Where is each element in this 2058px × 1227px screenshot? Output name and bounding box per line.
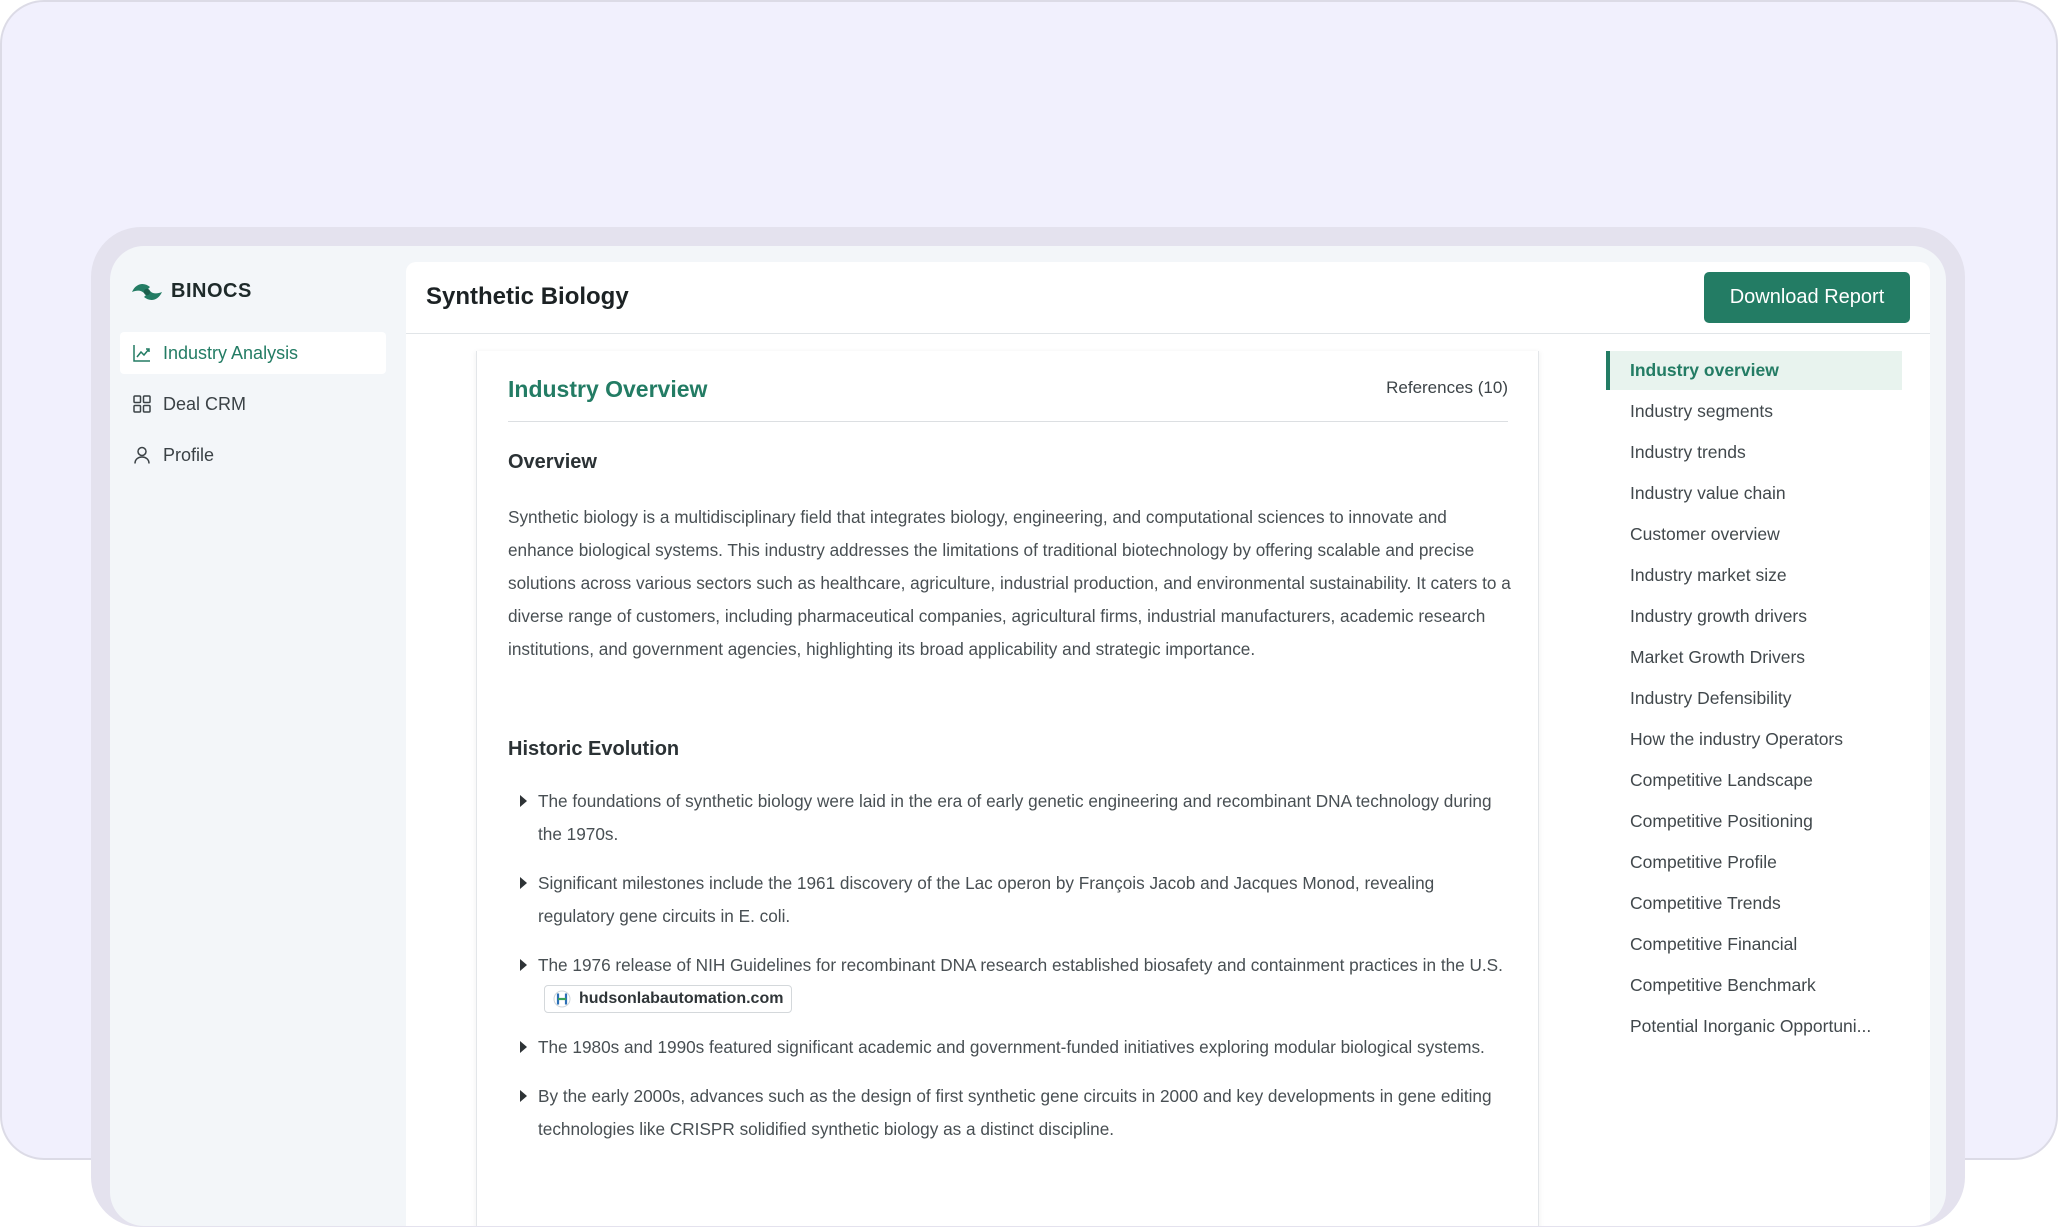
logo-text: BINOCS (171, 280, 252, 302)
toc-item-industry-growth-drivers[interactable]: Industry growth drivers (1630, 606, 1808, 626)
caret-right-icon (520, 877, 527, 889)
top-bar (406, 262, 1930, 334)
toc-item-potential-inorganic-opportunities[interactable]: Potential Inorganic Opportuni... (1630, 1016, 1872, 1036)
toc-item-how-industry-operators[interactable]: How the industry Operators (1630, 729, 1844, 749)
sidebar-item-label: Profile (163, 444, 215, 465)
history-heading: Historic Evolution (508, 738, 680, 760)
list-item-text: Significant milestones include the 1961 discovery of the Lac operon by François Jacob and Jacques Monod, revealing regulatory gene circuits in E. coli. (538, 873, 1435, 926)
list-item[interactable] (508, 867, 1513, 933)
main-panel (406, 262, 1930, 1226)
sidebar-item-deal-crm[interactable] (120, 383, 386, 425)
report-content (476, 351, 1539, 1226)
grid-icon (132, 394, 152, 414)
toc-item-competitive-positioning[interactable]: Competitive Positioning (1630, 811, 1813, 831)
app-window (110, 246, 1946, 1226)
overview-paragraph: Synthetic biology is a multidisciplinary field that integrates biology, engineering, and computational sciences to innovate and enhance biological systems. This industry addresses the limitations of traditional biotechnology by offering scalable and precise solutions across various sectors such as healthcare, agriculture, industrial production, and environmental sustainability. It caters to a diverse range of customers, including pharmaceutical companies, agricultural firms, industrial manufacturers, academic research institutions, and government agencies, highlighting its broad applicability and strategic importance. (508, 507, 1511, 659)
download-report-button[interactable]: Download Report (1704, 272, 1910, 323)
list-item[interactable] (508, 1031, 1513, 1064)
references-link[interactable]: References (10) (1386, 378, 1508, 397)
list-item-text: By the early 2000s, advances such as the design of first synthetic gene circuits in 2000 and key developments in gene editing technologies like CRISPR solidified synthetic biology as a distinct discipline. (538, 1086, 1492, 1139)
sidebar-item-label: Deal CRM (163, 393, 247, 414)
source-chip-label: hudsonlabautomation.com (579, 990, 784, 1008)
source-favicon-icon (553, 990, 571, 1008)
caret-right-icon (520, 959, 527, 971)
toc-item-industry-market-size[interactable]: Industry market size (1630, 565, 1787, 585)
list-item-text: The 1980s and 1990s featured significant academic and government-funded initiatives exploring modular biological systems. (538, 1037, 1485, 1057)
toc-item-industry-defensibility[interactable]: Industry Defensibility (1630, 688, 1792, 708)
history-list (508, 785, 1513, 1162)
binocs-logo-icon (130, 281, 164, 303)
list-item[interactable] (508, 1080, 1513, 1146)
toc-item-industry-segments[interactable]: Industry segments (1630, 401, 1773, 421)
caret-right-icon (520, 1041, 527, 1053)
toc-item-competitive-financial[interactable]: Competitive Financial (1630, 934, 1798, 954)
caret-right-icon (520, 795, 527, 807)
section-header (508, 351, 1508, 422)
list-item[interactable] (508, 949, 1513, 1015)
overview-heading: Overview (508, 451, 597, 473)
toc-item-customer-overview[interactable]: Customer overview (1630, 524, 1780, 544)
caret-right-icon (520, 1090, 527, 1102)
list-item-text: The 1976 release of NIH Guidelines for recombinant DNA research established biosafety and containment practices in the U.S. (538, 955, 1503, 975)
toc-item-industry-trends[interactable]: Industry trends (1630, 442, 1746, 462)
source-chip[interactable] (544, 985, 792, 1013)
sidebar-item-label: Industry Analysis (163, 342, 299, 363)
section-title: Industry Overview (508, 376, 708, 402)
toc-item-industry-overview[interactable]: Industry overview (1606, 351, 1902, 390)
list-item-text: The foundations of synthetic biology were laid in the era of early genetic engineering and recombinant DNA technology during the 1970s. (538, 791, 1492, 844)
sidebar-item-profile[interactable] (120, 434, 386, 476)
toc-item-competitive-benchmark[interactable]: Competitive Benchmark (1630, 975, 1816, 995)
table-of-contents (1606, 351, 1902, 1048)
trend-chart-icon (132, 343, 152, 363)
toc-item-market-growth-drivers[interactable]: Market Growth Drivers (1630, 647, 1806, 667)
user-icon (132, 445, 152, 465)
sidebar-nav (120, 332, 386, 485)
list-item[interactable] (508, 785, 1513, 851)
toc-item-industry-value-chain[interactable]: Industry value chain (1630, 483, 1786, 503)
logo[interactable] (130, 280, 252, 303)
page-title: Synthetic Biology (426, 283, 629, 310)
toc-item-competitive-profile[interactable]: Competitive Profile (1630, 852, 1777, 872)
toc-item-competitive-trends[interactable]: Competitive Trends (1630, 893, 1781, 913)
toc-item-competitive-landscape[interactable]: Competitive Landscape (1630, 770, 1813, 790)
sidebar-item-industry-analysis[interactable] (120, 332, 386, 374)
